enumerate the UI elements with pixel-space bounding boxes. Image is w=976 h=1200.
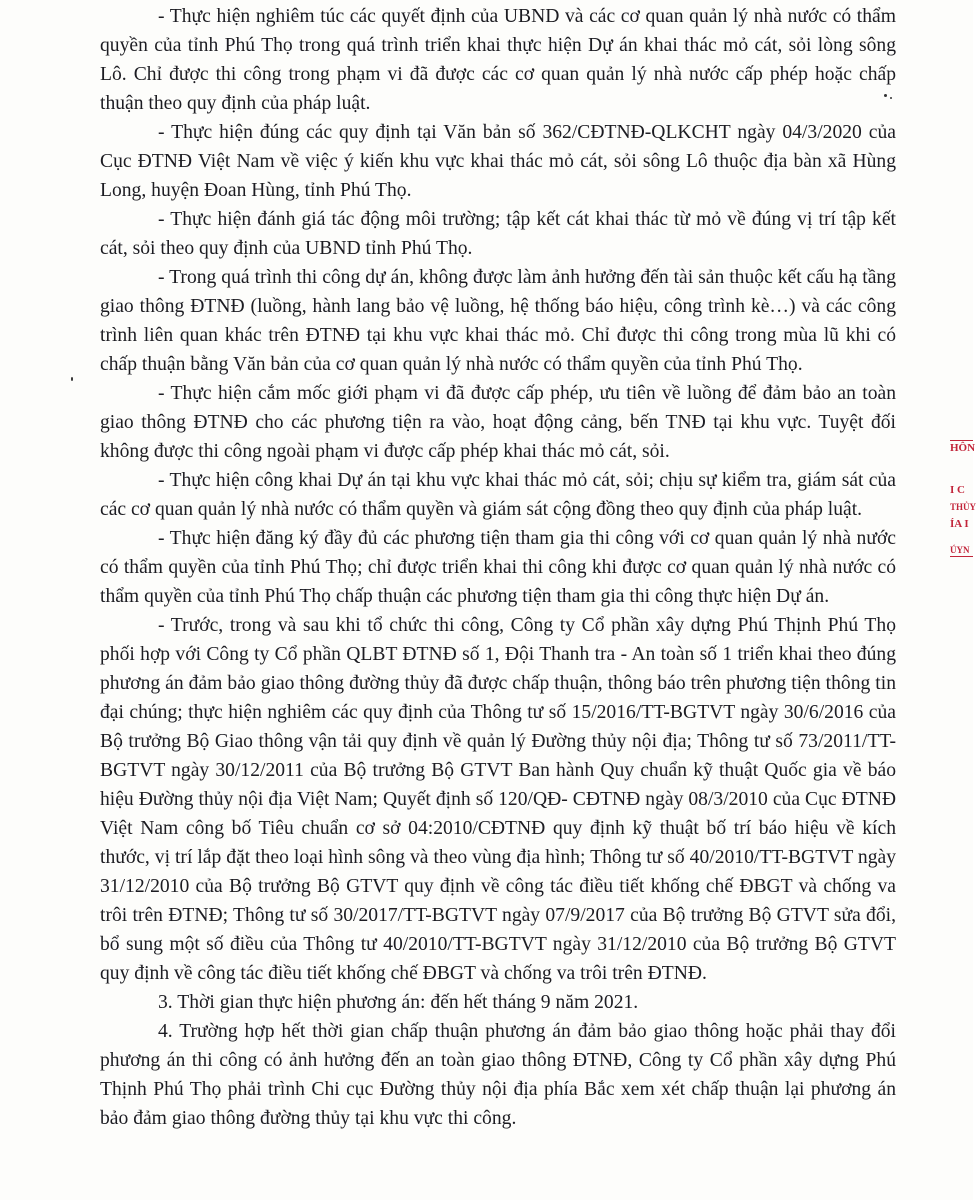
scan-speck (890, 97, 892, 99)
document-body (100, 2, 896, 1133)
stamp-line: ÍA I (950, 518, 969, 530)
paragraph-document-362: - Thực hiện đúng các quy định tại Văn bản số 362/CĐTNĐ-QLKCHT ngày 04/3/2020 của Cục ĐTNĐ Việt Nam về việc ý kiến khu vực khai thác mỏ cát, sỏi sông Lô thuộc địa bàn xã Hùng Long, huyện Đoan Hùng, tỉnh Phú Thọ. (100, 122, 896, 201)
red-stamp-fragment (950, 440, 976, 580)
stamp-line: THỦY (950, 502, 976, 512)
scan-speck (884, 94, 887, 97)
paragraph-vehicle-registration: - Thực hiện đăng ký đầy đủ các phương tiện tham gia thi công với cơ quan quản lý nhà nước có thẩm quyền của tỉnh Phú Thọ; chỉ được triển khai thi công khi được cơ quan quản lý nhà nước có thẩm quyền của tỉnh Phú Thọ chấp thuận các phương tiện tham gia thi công thực hiện Dự án. (100, 528, 896, 607)
paragraph-implementation-time: 3. Thời gian thực hiện phương án: đến hết tháng 9 năm 2021. (158, 992, 639, 1013)
paragraph-boundary-markers: - Thực hiện cắm mốc giới phạm vi đã được cấp phép, ưu tiên về luồng để đảm bảo an toàn giao thông ĐTNĐ cho các phương tiện ra vào, hoạt động cảng, bến TNĐ tại khu vực. Tuyệt đối không được thi công ngoài phạm vi được cấp phép khai thác mỏ cát, sỏi. (100, 383, 896, 462)
paragraph-environment-assessment: - Thực hiện đánh giá tác động môi trường; tập kết cát khai thác từ mỏ về đúng vị trí tập kết cát, sỏi theo quy định của UBND tỉnh Phú Thọ. (100, 209, 896, 259)
paragraph-plan-change: 4. Trường hợp hết thời gian chấp thuận phương án đảm bảo giao thông hoặc phải thay đổi phương án thi công có ảnh hưởng đến an toàn giao thông ĐTNĐ, Công ty Cổ phần xây dựng Phú Thịnh Phú Thọ phải trình Chi cục Đường thủy nội địa phía Bắc xem xét chấp thuận lại phương án bảo đảm giao thông đường thủy tại khu vực thi công. (100, 1021, 896, 1129)
paragraph-comply-decisions: - Thực hiện nghiêm túc các quyết định của UBND và các cơ quan quản lý nhà nước có thẩm quyền của tỉnh Phú Thọ trong quá trình triển khai thực hiện Dự án khai thác mỏ cát, sỏi lòng sông Lô. Chỉ được thi công trong phạm vi đã được các cơ quan quản lý nhà nước cấp phép hoặc chấp thuận theo quy định của pháp luật. (100, 6, 896, 114)
paragraph-infrastructure-protection: - Trong quá trình thi công dự án, không được làm ảnh hưởng đến tài sản thuộc kết cấu hạ tầng giao thông ĐTNĐ (luồng, hành lang bảo vệ luồng, hệ thống báo hiệu, công trình kè…) và các công trình liên quan khác trên ĐTNĐ tại khu vực khai thác mỏ. Chỉ được thi công trong mùa lũ khi có chấp thuận bằng Văn bản của cơ quan quản lý nhà nước có thẩm quyền của tỉnh Phú Thọ. (100, 267, 896, 375)
paragraph-public-disclosure: - Thực hiện công khai Dự án tại khu vực khai thác mỏ cát, sỏi; chịu sự kiểm tra, giám sát của các cơ quan quản lý nhà nước có thẩm quyền và giám sát cộng đồng theo quy định của pháp luật. (100, 470, 896, 520)
stamp-line: I C (950, 484, 965, 496)
paragraph-traffic-safety-regulations: - Trước, trong và sau khi tổ chức thi công, Công ty Cổ phần xây dựng Phú Thịnh Phú Thọ phối hợp với Công ty Cổ phần QLBT ĐTNĐ số 1, Đội Thanh tra - An toàn số 1 triển khai theo đúng phương án đảm bảo giao thông đường thủy đã được chấp thuận, thông báo trên phương tiện thông tin đại chúng; thực hiện nghiêm các quy định của Thông tư số 15/2016/TT-BGTVT ngày 30/6/2016 của Bộ trưởng Bộ Giao thông vận tải quy định về quản lý Đường thủy nội địa; Thông tư số 73/2011/TT-BGTVT ngày 30/12/2011 của Bộ trưởng Bộ GTVT Ban hành Quy chuẩn kỹ thuật Quốc gia về báo hiệu Đường thủy nội địa Việt Nam; Quyết định số 120/QĐ- CĐTNĐ ngày 08/3/2010 của Cục ĐTNĐ Việt Nam công bố Tiêu chuẩn cơ sở 04:2010/CĐTNĐ quy định kỹ thuật bố trí báo hiệu về kích thước, vị trí lắp đặt theo loại hình sông và theo vùng địa hình; Thông tư số 40/2010/TT-BGTVT ngày 31/12/2010 của Bộ trưởng Bộ GTVT quy định về công tác điều tiết khống chế ĐBGT và chống va trôi trên ĐTNĐ; Thông tư số 30/2017/TT-BGTVT ngày 07/9/2017 của Bộ trưởng Bộ GTVT sửa đổi, bổ sung một số điều của Thông tư 40/2010/TT-BGTVT ngày 31/12/2010 của Bộ trưởng Bộ GTVT quy định về công tác điều tiết khống chế ĐBGT và chống va trôi trên ĐTNĐ. (100, 615, 896, 984)
scan-speck (71, 377, 73, 381)
stamp-line: ÚYN (950, 544, 973, 557)
stamp-line: HÔN (950, 442, 976, 454)
